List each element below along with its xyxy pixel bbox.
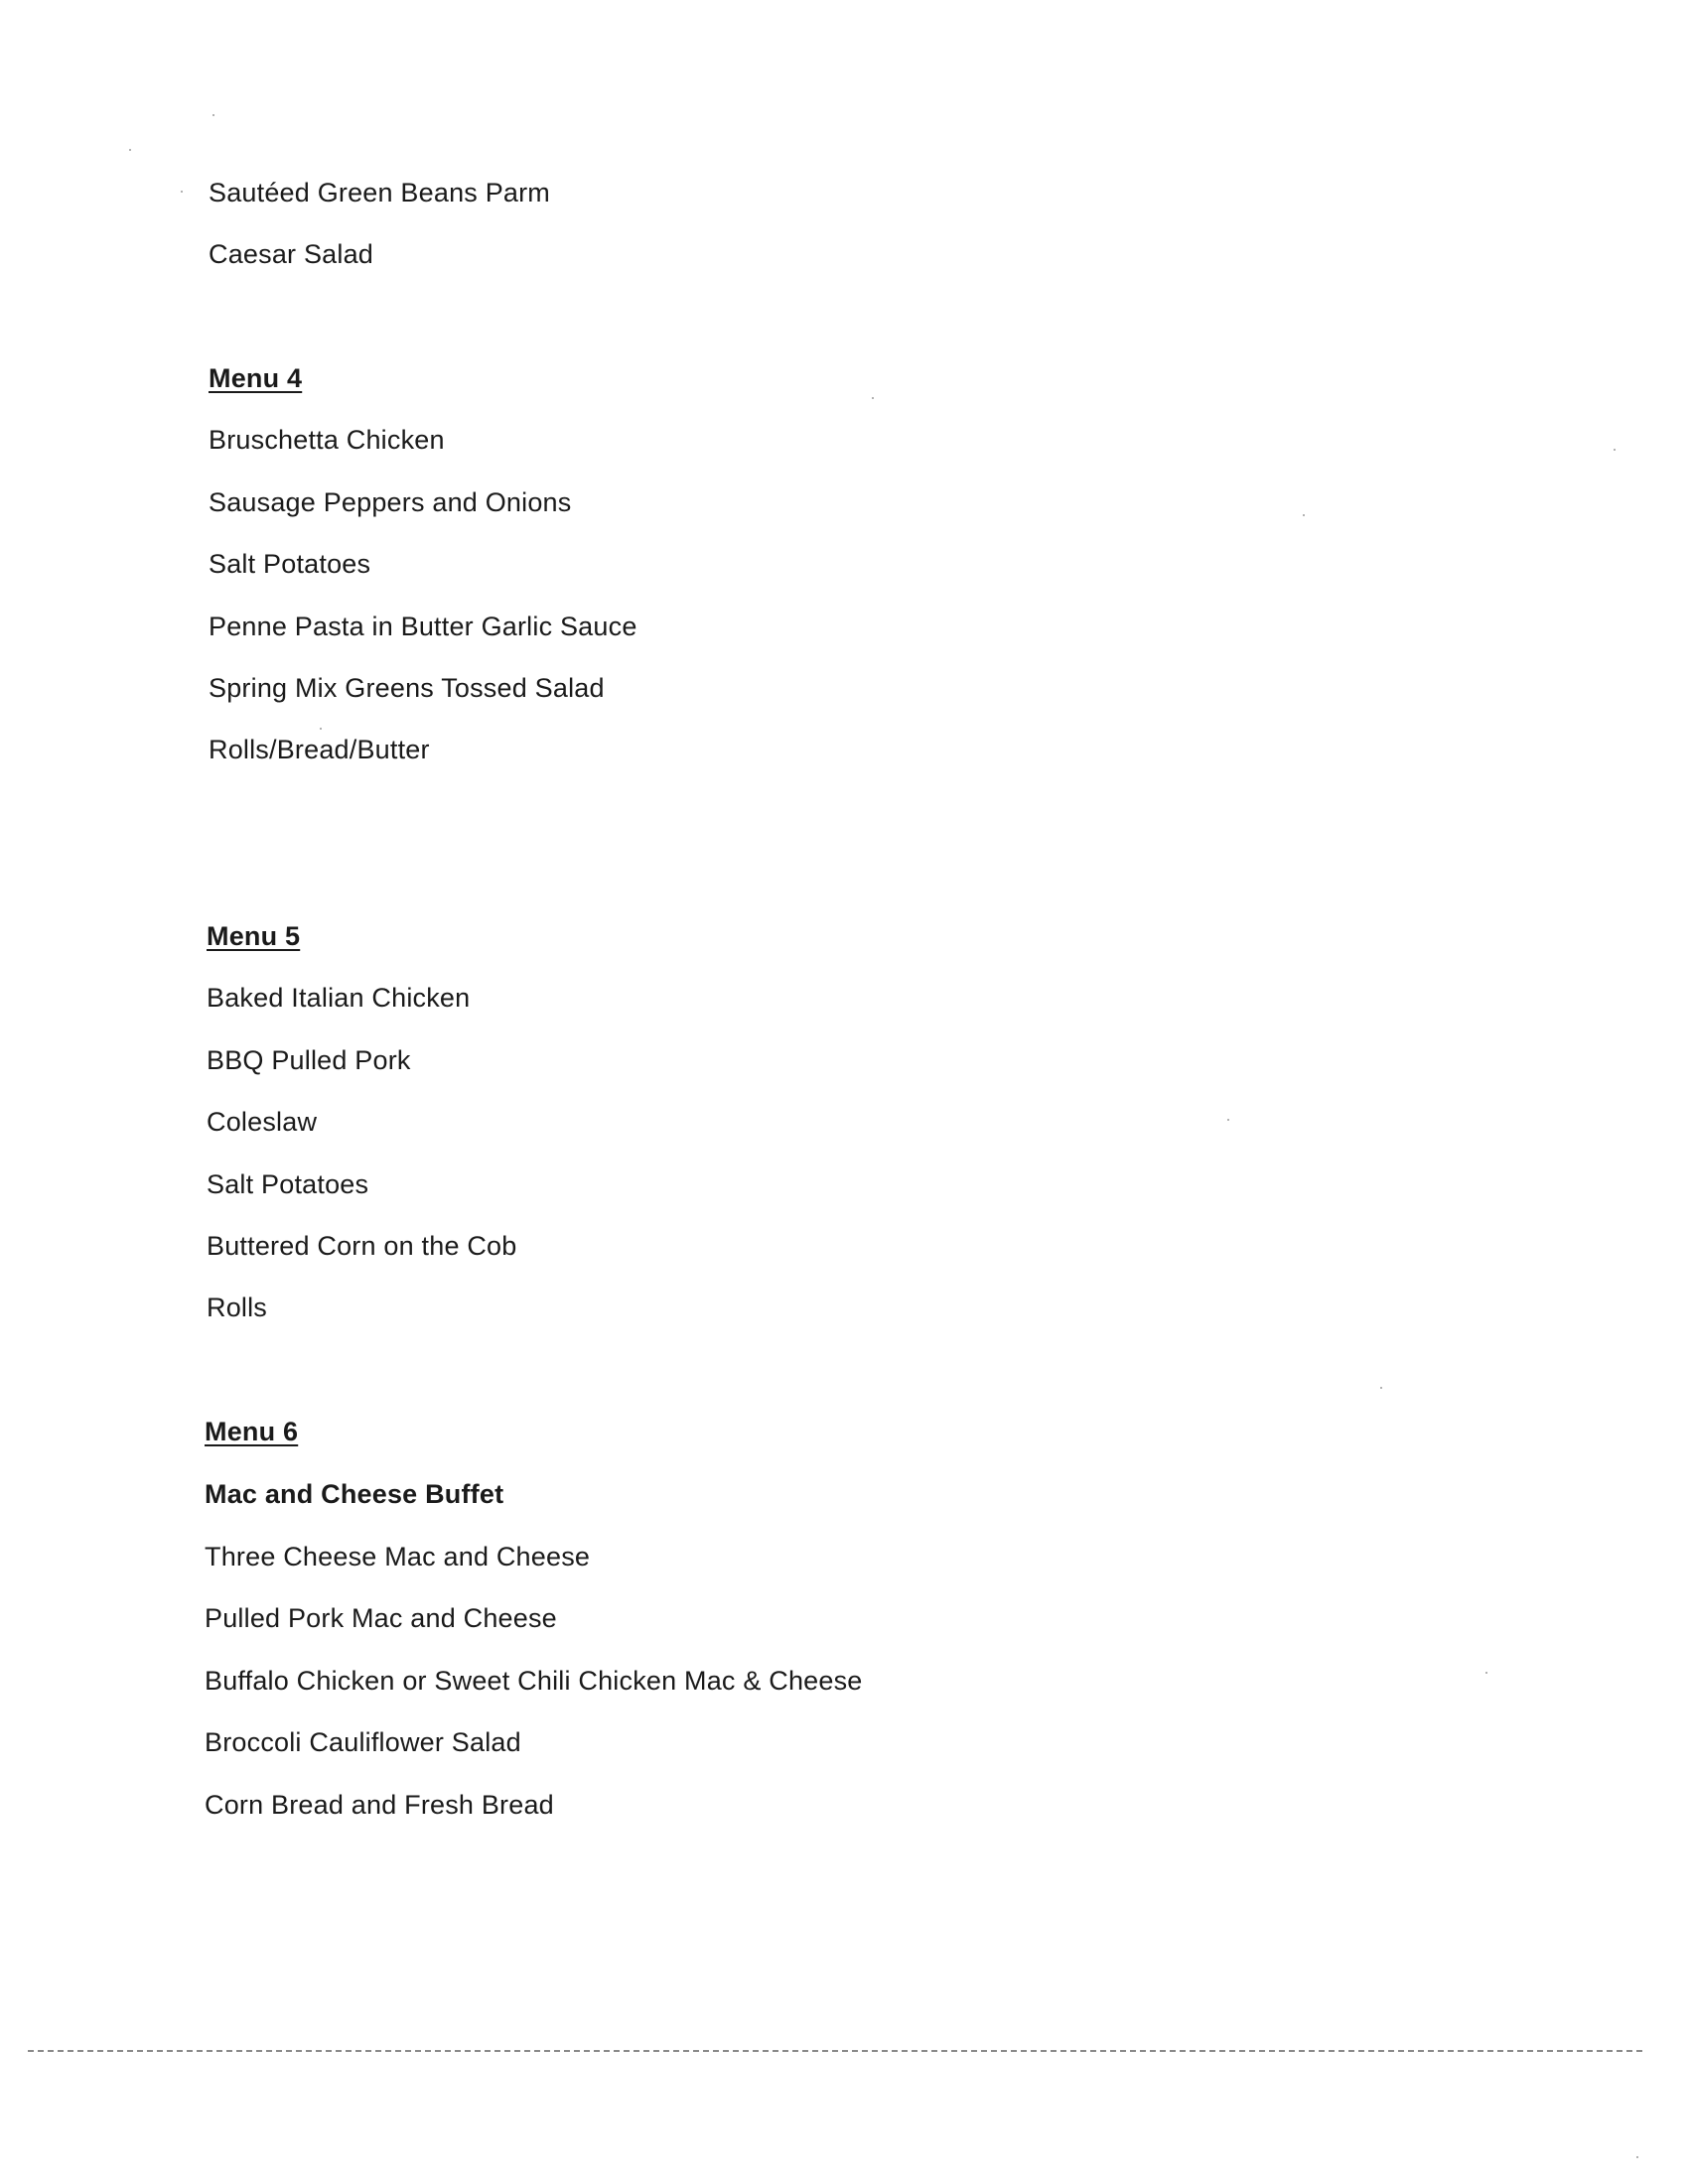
- menu-4-item: Penne Pasta in Butter Garlic Sauce: [209, 612, 637, 641]
- scan-speck: [1380, 1387, 1382, 1389]
- scan-speck: [1485, 1672, 1487, 1674]
- footer-divider: [28, 2050, 1642, 2052]
- menu-5-item: Coleslaw: [207, 1107, 318, 1137]
- scan-speck: [1303, 514, 1305, 516]
- menu-5-item: Rolls: [207, 1293, 268, 1322]
- menu-6-item: Corn Bread and Fresh Bread: [205, 1790, 554, 1820]
- menu-5-heading: Menu 5: [207, 921, 301, 951]
- menu-4-item: Bruschetta Chicken: [209, 425, 445, 455]
- menu-4-item: Spring Mix Greens Tossed Salad: [209, 673, 605, 703]
- scan-speck: [181, 191, 183, 193]
- menu-6-item: Buffalo Chicken or Sweet Chili Chicken Mac & Cheese: [205, 1666, 863, 1696]
- menu-4-item: Sausage Peppers and Onions: [209, 487, 572, 517]
- scan-speck: [320, 728, 322, 730]
- scan-speck: [212, 114, 214, 116]
- menu-item-continued: Caesar Salad: [209, 239, 373, 269]
- menu-6-item: Broccoli Cauliflower Salad: [205, 1727, 521, 1757]
- menu-6-heading: Menu 6: [205, 1417, 299, 1446]
- menu-6-item: Pulled Pork Mac and Cheese: [205, 1603, 557, 1633]
- scan-speck: [872, 397, 874, 399]
- menu-6-subheading: Mac and Cheese Buffet: [205, 1479, 504, 1509]
- scan-speck: [1636, 2156, 1638, 2158]
- menu-5-item: Baked Italian Chicken: [207, 983, 471, 1013]
- scan-speck: [1227, 1119, 1229, 1121]
- scan-speck: [129, 149, 131, 151]
- menu-6-item: Three Cheese Mac and Cheese: [205, 1542, 591, 1571]
- menu-item-continued: Sautéed Green Beans Parm: [209, 178, 551, 207]
- menu-4-item: Salt Potatoes: [209, 549, 371, 579]
- menu-4-heading: Menu 4: [209, 363, 303, 393]
- menu-5-item: Buttered Corn on the Cob: [207, 1231, 517, 1261]
- menu-5-item: BBQ Pulled Pork: [207, 1045, 411, 1075]
- menu-4-item: Rolls/Bread/Butter: [209, 735, 430, 764]
- menu-5-item: Salt Potatoes: [207, 1169, 369, 1199]
- scan-speck: [1614, 449, 1616, 451]
